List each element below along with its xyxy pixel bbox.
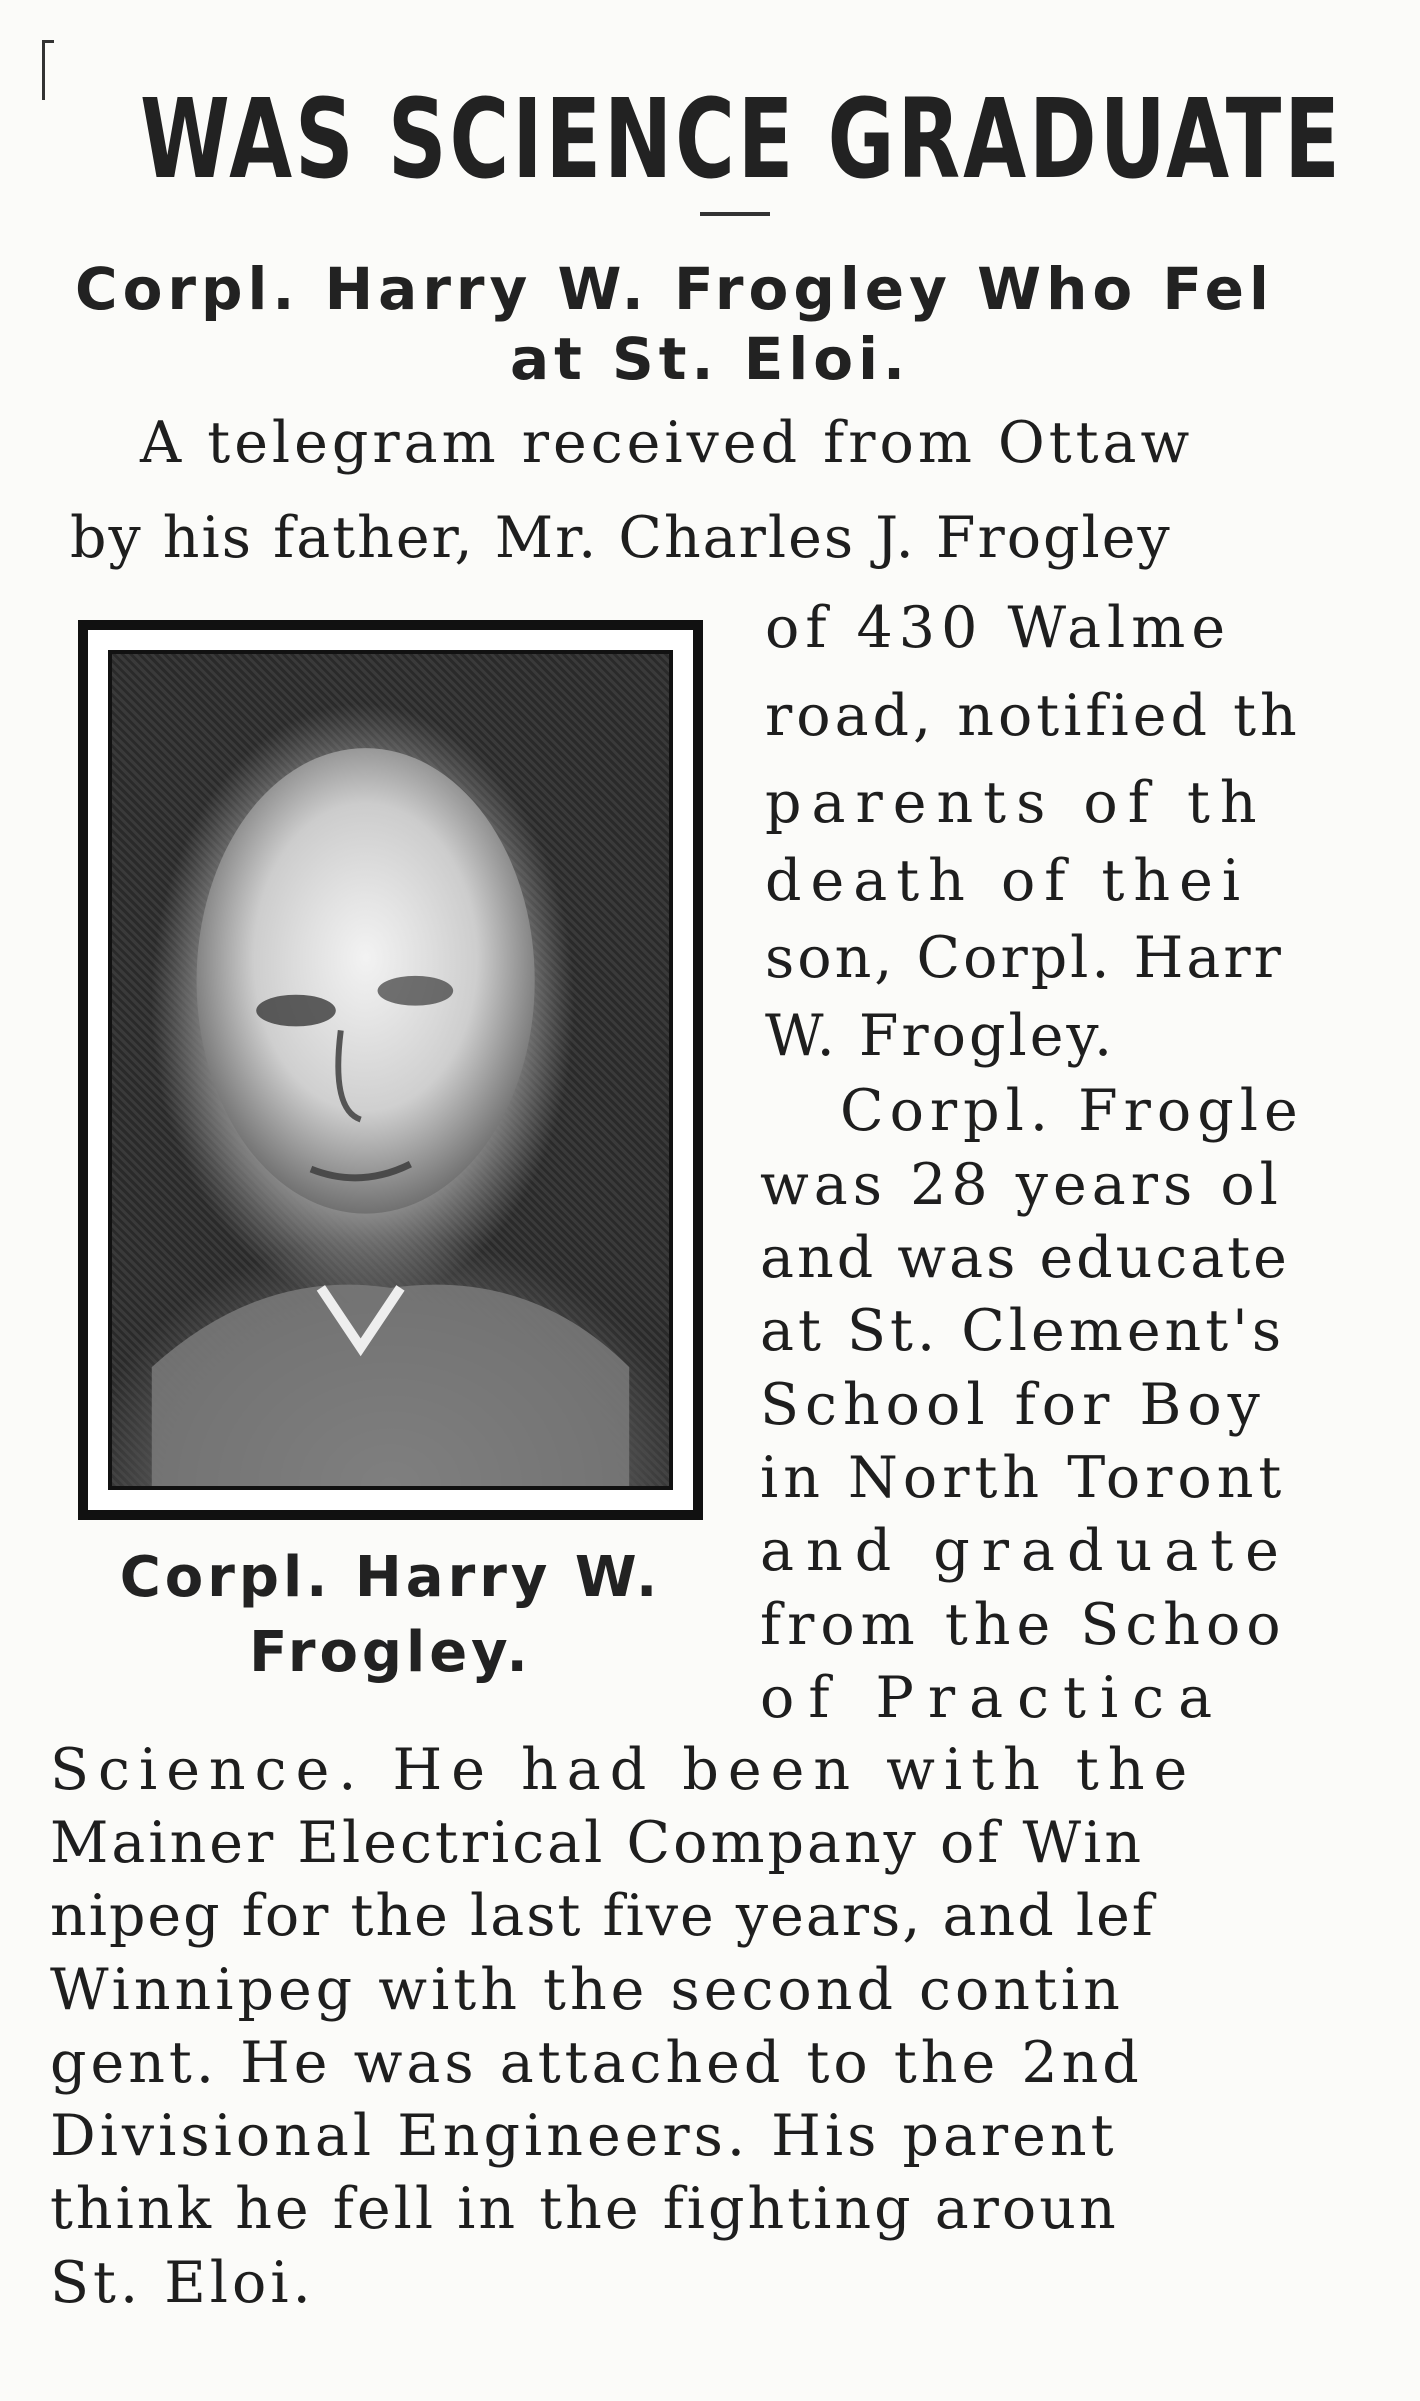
- body-line: Divisional Engineers. His parent: [50, 2103, 1118, 2169]
- body-line: by his father, Mr. Charles J. Frogley: [70, 505, 1172, 571]
- body-line: of Practica: [760, 1665, 1227, 1731]
- body-line: School for Boy: [760, 1372, 1266, 1438]
- body-line: Mainer Electrical Company of Win: [50, 1810, 1145, 1876]
- column-rule-mark: [42, 40, 54, 43]
- body-line: A telegram received from Ottaw: [140, 410, 1194, 476]
- subheadline-line-2: at St. Eloi.: [509, 325, 911, 393]
- headline: WAS SCIENCE GRADUATE: [140, 75, 1343, 203]
- body-line: and graduate: [760, 1518, 1291, 1584]
- headline-divider: [700, 212, 770, 216]
- body-line: death of thei: [765, 848, 1250, 914]
- body-line: W. Frogley.: [765, 1003, 1116, 1069]
- body-line: from the Schoo: [760, 1592, 1287, 1658]
- photo-caption-line-1: Corpl. Harry W.: [119, 1545, 662, 1610]
- body-line: think he fell in the fighting aroun: [50, 2176, 1119, 2242]
- body-line: was 28 years ol: [760, 1152, 1283, 1218]
- body-line: at St. Clement's: [760, 1298, 1286, 1364]
- body-line: Corpl. Frogle: [840, 1078, 1304, 1144]
- body-line: in North Toront: [760, 1445, 1287, 1511]
- body-line: parents of th: [765, 770, 1267, 836]
- portrait-photo: [78, 620, 703, 1520]
- body-line: nipeg for the last five years, and lef: [50, 1883, 1155, 1949]
- body-line: road, notified th: [765, 683, 1301, 749]
- body-line: Winnipeg with the second contin: [50, 1957, 1124, 2023]
- body-line: Science. He had been with the: [50, 1737, 1197, 1803]
- photo-caption-line-2: Frogley.: [249, 1620, 532, 1685]
- body-line: of 430 Walme: [765, 595, 1232, 661]
- portrait-image: [108, 650, 673, 1490]
- subheadline-line-1: Corpl. Harry W. Frogley Who Fel: [75, 255, 1274, 323]
- body-line: and was educate: [760, 1225, 1290, 1291]
- body-line: St. Eloi.: [50, 2250, 315, 2316]
- body-line: son, Corpl. Harr: [765, 925, 1284, 991]
- body-line: gent. He was attached to the 2nd: [50, 2030, 1143, 2096]
- portrait-illustration: [112, 654, 669, 1486]
- column-rule-mark: [42, 40, 45, 100]
